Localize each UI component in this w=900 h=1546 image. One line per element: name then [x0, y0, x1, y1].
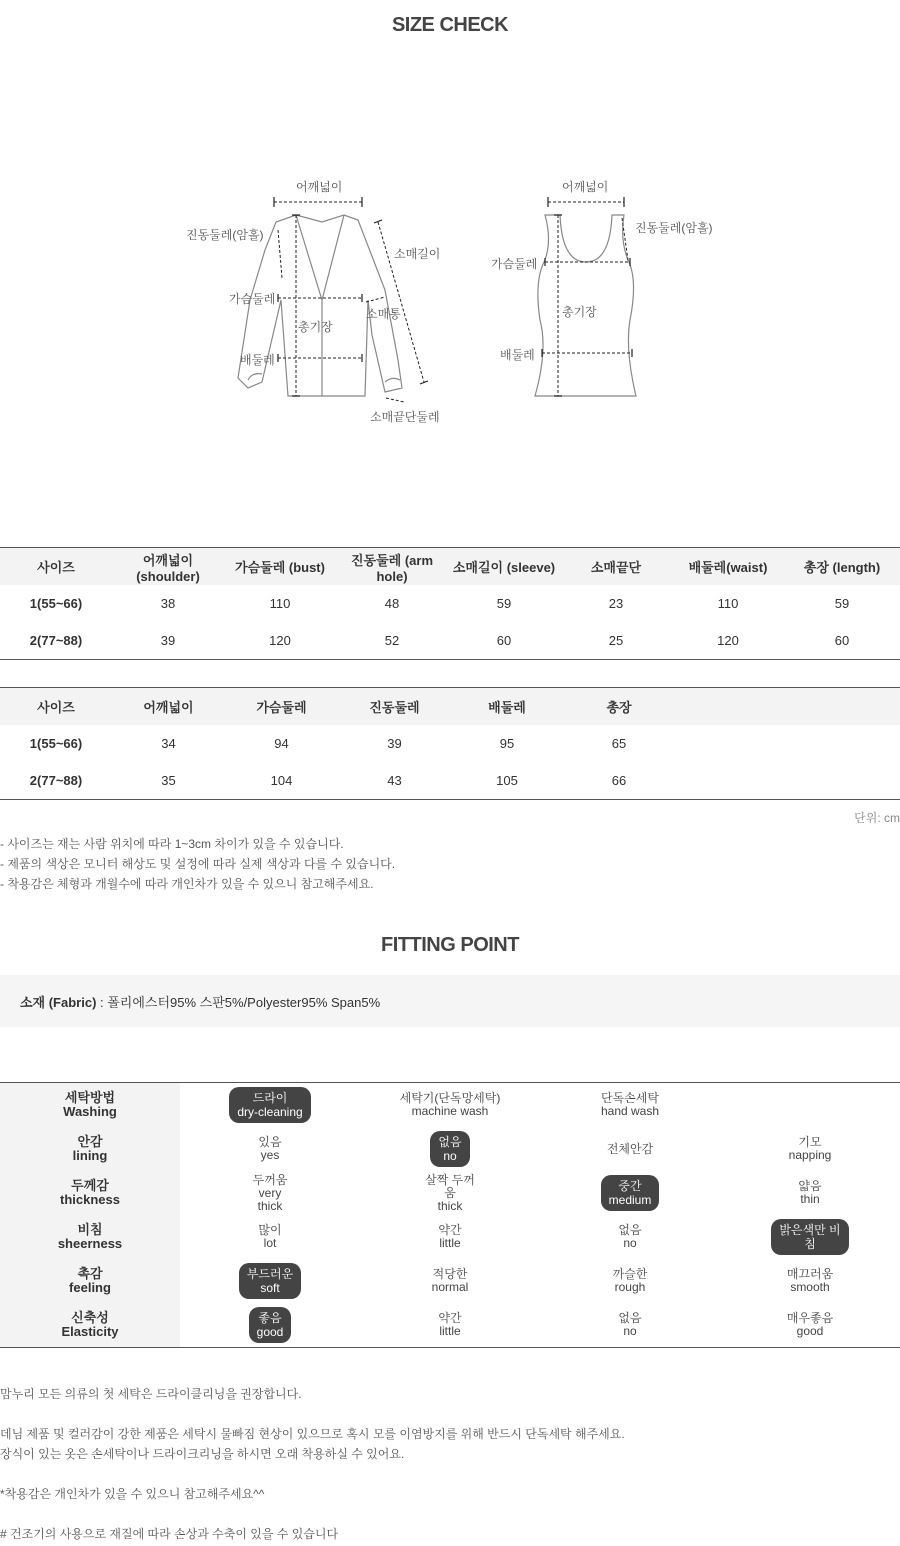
- label-length: 총기장: [298, 320, 333, 334]
- col-header: 가슴둘레: [225, 688, 338, 726]
- care-note-line: [0, 1504, 625, 1524]
- table-cell: 104: [270, 773, 293, 788]
- fitting-option-cell: [540, 1303, 720, 1348]
- table-cell: 34: [161, 736, 176, 751]
- fitting-option-cell: [540, 1259, 720, 1303]
- option-label-ko: 없음: [618, 1223, 642, 1237]
- table-cell: 2(77~88): [29, 773, 83, 788]
- option-label-ko: 적당한: [432, 1267, 468, 1281]
- note-line: - 착용감은 체형과 개월수에 따라 개인차가 있을 수 있으니 참고해주세요.: [0, 877, 374, 891]
- fitting-row-label-en: feeling: [69, 1280, 111, 1295]
- fitting-option: [253, 1174, 288, 1213]
- fitting-row-label-ko: 두께감: [71, 1178, 109, 1193]
- fabric-bar: [0, 975, 900, 1027]
- table-cell: 39: [160, 633, 176, 648]
- col-header: 소매길이 (sleeve): [448, 548, 560, 586]
- fitting-table: [0, 1082, 900, 1348]
- fitting-option-cell: [180, 1083, 360, 1128]
- table-cell: 1(55~66): [29, 596, 83, 611]
- option-label-ko: 매우좋음: [786, 1311, 834, 1325]
- option-label-ko: 살짝 두꺼 움: [425, 1172, 475, 1200]
- table-cell: 35: [161, 773, 176, 788]
- option-label-en: little: [439, 1324, 461, 1338]
- table-cell: 65: [611, 736, 627, 751]
- fitting-option: [400, 1092, 501, 1118]
- table-cell: 43: [387, 773, 402, 788]
- cardigan-measure-lines: [274, 202, 424, 402]
- option-label-ko: 매끄러움: [786, 1267, 834, 1281]
- tank-label-armhole: 진동둘레(암홀): [635, 221, 713, 235]
- fitting-option-cell: [180, 1303, 360, 1348]
- fitting-row-header: [0, 1259, 180, 1303]
- option-label-en: little: [439, 1236, 461, 1250]
- fitting-row-label-en: thickness: [60, 1192, 120, 1207]
- fitting-option-selected: [239, 1263, 301, 1299]
- table-header-row: [0, 688, 900, 726]
- label-sleeve: 소매길이: [394, 247, 441, 261]
- table-cell-empty: [675, 762, 900, 800]
- fitting-option-selected: [249, 1307, 292, 1343]
- col-header: 어깨넓이: [112, 688, 225, 726]
- fitting-row-label-en: sheerness: [57, 1236, 123, 1251]
- option-label-en: yes: [260, 1148, 280, 1162]
- option-label-ko: 없음: [618, 1311, 642, 1325]
- fitting-option: [258, 1136, 281, 1162]
- fitting-point-title: FITTING POINT: [381, 934, 519, 956]
- fitting-option: [438, 1312, 461, 1338]
- col-header: 소매끝단: [560, 548, 672, 586]
- fitting-row-label-ko: 세탁방법: [64, 1090, 116, 1105]
- table-cell: 66: [611, 773, 627, 788]
- option-label-en: lot: [263, 1236, 277, 1250]
- fitting-option: [601, 1092, 659, 1118]
- option-label-en: good: [256, 1325, 284, 1339]
- fitting-option: [787, 1268, 833, 1294]
- fitting-option-cell: [540, 1083, 720, 1128]
- fitting-option: [607, 1143, 653, 1156]
- option-label-en: normal: [431, 1280, 469, 1294]
- tank-label-waist: 배둘레: [500, 348, 535, 362]
- table-cell: 1(55~66): [29, 736, 83, 751]
- fitting-row: [0, 1215, 900, 1259]
- fitting-option-selected: [430, 1131, 469, 1167]
- col-header: 진동둘레 (arm hole): [336, 548, 448, 586]
- option-label-ko: 약간: [438, 1311, 462, 1325]
- fabric-value: : 폴리에스터95% 스판5%/Polyester95% Span5%: [96, 995, 381, 1010]
- fitting-row-label-en: Elasticity: [61, 1324, 119, 1339]
- label-shoulder: 어깨넓이: [296, 180, 343, 194]
- fitting-row-label-ko: 안감: [77, 1134, 103, 1149]
- fitting-option-selected: [601, 1175, 660, 1211]
- fitting-row-header: [0, 1303, 180, 1348]
- care-note-line: *착용감은 개인차가 있을 수 있으니 참고해주세요^^: [0, 1487, 265, 1501]
- option-label-en: no: [443, 1149, 457, 1163]
- tank-label-bust: 가슴둘레: [491, 257, 538, 271]
- fitting-option-cell: [720, 1259, 900, 1303]
- fitting-option-cell: [360, 1215, 540, 1259]
- fitting-option: [618, 1312, 641, 1338]
- fitting-row: [0, 1083, 900, 1128]
- col-header: 배둘레: [451, 688, 563, 726]
- option-label-ko: 좋음: [258, 1311, 282, 1325]
- fitting-option-selected: [771, 1219, 848, 1255]
- size-notes: [0, 834, 395, 894]
- fitting-option: [798, 1180, 821, 1206]
- fitting-option-cell: [720, 1303, 900, 1348]
- table-cell: 2(77~88): [29, 633, 83, 648]
- option-label-en: good: [796, 1324, 824, 1338]
- table-row: [0, 585, 900, 622]
- option-label-ko: 중간: [618, 1179, 642, 1193]
- fitting-option: [425, 1174, 475, 1213]
- care-notes: [0, 1384, 625, 1544]
- table-cell: 39: [387, 736, 402, 751]
- fitting-option-selected: [229, 1087, 310, 1123]
- table-row: [0, 762, 900, 800]
- fitting-option-cell: [540, 1171, 720, 1215]
- table-cell: 60: [834, 633, 850, 648]
- fitting-option-cell: [540, 1215, 720, 1259]
- option-label-en: thick: [437, 1198, 463, 1213]
- option-label-ko: 세탁기(단독망세탁): [399, 1091, 501, 1105]
- label-armhole: 진동둘레(암홀): [186, 228, 264, 242]
- table-cell: 120: [269, 633, 291, 648]
- tank-measure-ticks: [542, 197, 632, 396]
- care-note-line: [0, 1404, 625, 1424]
- option-label-ko: 전체안감: [606, 1141, 654, 1156]
- fitting-row: [0, 1171, 900, 1215]
- option-label-ko: 있음: [258, 1135, 282, 1149]
- label-sleeve-width: 소매통: [366, 307, 401, 321]
- fitting-option-cell: [720, 1083, 900, 1128]
- garment-illustration: [0, 160, 900, 440]
- fitting-row-label-en: lining: [72, 1148, 108, 1163]
- fitting-row: [0, 1303, 900, 1348]
- col-header: 사이즈: [0, 688, 112, 726]
- fitting-option-cell: [360, 1171, 540, 1215]
- note-line: - 사이즈는 재는 사람 위치에 따라 1~3cm 차이가 있을 수 있습니다.: [0, 837, 344, 851]
- table-cell: 110: [269, 596, 291, 611]
- table-cell: 94: [274, 736, 289, 751]
- fitting-option-cell: [720, 1215, 900, 1259]
- fitting-row-label-en: Washing: [63, 1104, 117, 1119]
- tank-measure-lines: [542, 202, 632, 396]
- option-label-ko: 단독손세탁: [601, 1091, 659, 1105]
- unit-label: 단위: cm: [854, 811, 900, 825]
- option-label-ko: 기모: [798, 1135, 822, 1149]
- col-header: 어깨넓이 (shoulder): [112, 548, 224, 586]
- table-cell: 48: [384, 596, 400, 611]
- table-cell: 52: [384, 633, 400, 648]
- option-label-en: soft: [260, 1281, 280, 1295]
- fitting-option: [432, 1268, 469, 1294]
- fitting-option: [258, 1224, 281, 1250]
- option-label-ko: 약간: [438, 1223, 462, 1237]
- option-label-ko: 드라이: [252, 1091, 288, 1105]
- fitting-option-cell: [360, 1303, 540, 1348]
- fitting-option-cell: [180, 1127, 360, 1171]
- option-label-ko: 두꺼움: [252, 1172, 288, 1187]
- label-bust: 가슴둘레: [229, 292, 276, 306]
- fitting-option: [789, 1136, 832, 1162]
- option-label-en: machine wash: [411, 1104, 489, 1118]
- fitting-option: [618, 1224, 641, 1250]
- fitting-option-cell: [360, 1127, 540, 1171]
- size-diagram: [0, 160, 900, 440]
- col-header: 총장: [563, 688, 675, 726]
- table-cell: 23: [608, 596, 624, 611]
- fitting-option-cell: [720, 1171, 900, 1215]
- care-note-line: 장식이 있는 옷은 손세탁이나 드라이크리닝을 하시면 오래 착용하실 수 있어요.: [0, 1447, 405, 1461]
- fitting-row-label-ko: 비침: [77, 1222, 103, 1237]
- cardigan-measure-ticks: [274, 197, 428, 396]
- option-label-en: smooth: [790, 1280, 830, 1294]
- size-check-title: SIZE CHECK: [391, 14, 509, 36]
- fitting-row: [0, 1259, 900, 1303]
- fitting-option: [438, 1224, 461, 1250]
- table-cell: 60: [496, 633, 512, 648]
- option-label-en: no: [623, 1324, 637, 1338]
- table-cell: 59: [834, 596, 850, 611]
- option-label-ko: 부드러운: [246, 1267, 294, 1281]
- label-waist: 배둘레: [240, 353, 275, 367]
- table-cell-empty: [675, 725, 900, 762]
- fitting-option-cell: [540, 1127, 720, 1171]
- table-cell: 38: [160, 596, 176, 611]
- tank-label-shoulder: 어깨넓이: [562, 180, 609, 194]
- fitting-option: [787, 1312, 833, 1338]
- fitting-row-label-ko: 신축성: [71, 1310, 109, 1325]
- option-label-en: medium: [608, 1193, 652, 1207]
- fitting-row-header: [0, 1215, 180, 1259]
- col-header: 사이즈: [0, 548, 112, 586]
- fitting-row-header: [0, 1127, 180, 1171]
- option-label-ko: 없음: [438, 1135, 462, 1149]
- fabric-label: 소재 (Fabric): [20, 995, 97, 1010]
- option-label-en: very thick: [257, 1185, 283, 1213]
- option-label-en: napping: [788, 1148, 832, 1162]
- option-label-ko: 밝은색만 비 침: [779, 1223, 841, 1251]
- size-table-cardigan: [0, 547, 900, 660]
- fitting-option-cell: [180, 1259, 360, 1303]
- option-label-ko: 많이: [258, 1223, 282, 1237]
- label-cuff: 소매끝단둘레: [370, 410, 440, 424]
- option-label-en: no: [623, 1236, 637, 1250]
- table-row: [0, 622, 900, 660]
- fitting-option-cell: [180, 1171, 360, 1215]
- care-note-line: [0, 1464, 625, 1484]
- fitting-option-cell: [360, 1083, 540, 1128]
- option-label-ko: 까슬한: [612, 1267, 648, 1281]
- col-header-empty: [675, 688, 900, 726]
- care-note-line: 데님 제품 및 컬러감이 강한 제품은 세탁시 물빠짐 현상이 있으므로 혹시 모를 이염방지를 위해 반드시 단독세탁 해주세요.: [0, 1427, 625, 1441]
- table-cell: 105: [496, 773, 518, 788]
- option-label-ko: 얇음: [798, 1179, 822, 1193]
- table-cell: 120: [717, 633, 739, 648]
- care-note-line: 맘누리 모든 의류의 첫 세탁은 드라이클리닝을 권장합니다.: [0, 1387, 302, 1401]
- option-label-en: thin: [800, 1192, 820, 1206]
- fitting-row-header: [0, 1171, 180, 1215]
- fitting-option-cell: [180, 1215, 360, 1259]
- col-header: 진동둘레: [338, 688, 451, 726]
- fabric-text: [20, 992, 380, 1011]
- col-header: 총장 (length): [784, 548, 900, 586]
- option-label-en: rough: [614, 1280, 646, 1294]
- tank-label-length: 총기장: [562, 305, 597, 319]
- fitting-row-label-ko: 촉감: [77, 1266, 103, 1281]
- table-row: [0, 725, 900, 762]
- fitting-option-cell: [720, 1127, 900, 1171]
- care-note-line: # 건조기의 사용으로 재질에 따라 손상과 수축이 있을 수 있습니다: [0, 1527, 339, 1541]
- option-label-en: dry-cleaning: [237, 1105, 303, 1119]
- note-line: - 제품의 색상은 모니터 해상도 및 설정에 따라 실제 색상과 다를 수 있습니다.: [0, 857, 396, 871]
- table-cell: 95: [499, 736, 515, 751]
- table-cell: 110: [717, 596, 739, 611]
- fitting-option: [613, 1268, 648, 1294]
- fitting-row: [0, 1127, 900, 1171]
- fitting-option-cell: [360, 1259, 540, 1303]
- col-header: 가슴둘레 (bust): [224, 548, 336, 586]
- option-label-en: hand wash: [600, 1104, 660, 1118]
- col-header: 배둘레(waist): [672, 548, 784, 586]
- table-cell: 25: [608, 633, 624, 648]
- table-cell: 59: [496, 596, 512, 611]
- table-header-row: [0, 548, 900, 586]
- fitting-row-header: [0, 1083, 180, 1128]
- size-table-tank: [0, 687, 900, 800]
